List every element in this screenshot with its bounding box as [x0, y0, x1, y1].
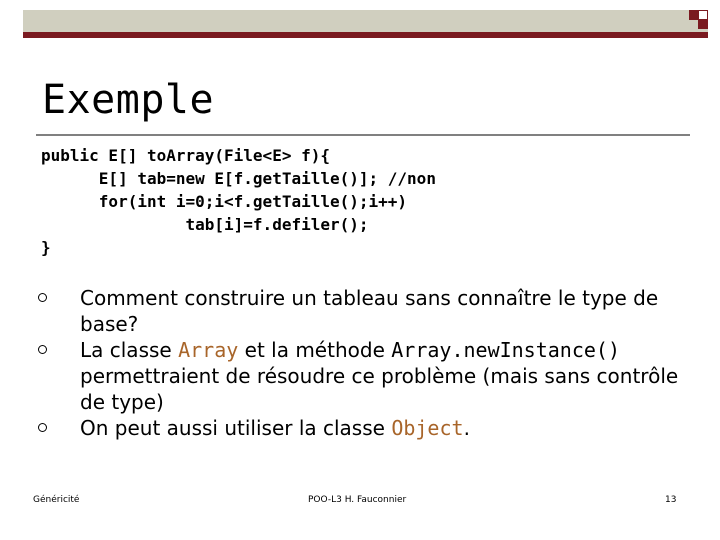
code-line: E[] tab=new E[f.getTaille()]; //non: [41, 169, 436, 188]
bullet-text: .: [463, 416, 470, 440]
footer-topic: Généricité: [33, 495, 80, 505]
code-term-array: Array: [178, 338, 239, 362]
code-term-object: Object: [391, 416, 464, 440]
top-bar-light-band: [23, 10, 708, 32]
code-term-newinstance: Array.newInstance(): [391, 338, 621, 362]
code-line: }: [41, 238, 51, 257]
footer-course: POO-L3 H. Fauconnier: [308, 495, 407, 505]
top-bar-dark-band: [23, 32, 708, 38]
slide-title: Exemple: [42, 77, 215, 123]
bullet-circle-icon: [38, 293, 47, 302]
title-divider: [36, 134, 690, 136]
bullet-list: [38, 285, 698, 441]
bullet-item: [38, 285, 698, 337]
code-line: tab[i]=f.defiler();: [41, 215, 369, 234]
decor-square-filled-2: [698, 19, 708, 29]
bullet-item: [38, 415, 698, 441]
footer-page-number: 13: [665, 495, 677, 505]
bullet-text: La classe: [80, 338, 179, 362]
bullet-text: On peut aussi utiliser la classe: [80, 416, 392, 440]
bullet-text: permettraient de résoudre ce problème (mais sans contrôle de type): [80, 364, 679, 414]
bullet-text: et la méthode: [238, 338, 392, 362]
code-block: [41, 144, 436, 259]
bullet-circle-icon: [38, 345, 47, 354]
code-line: public E[] toArray(File<E> f){: [41, 146, 330, 165]
code-line: for(int i=0;i<f.getTaille();i++): [41, 192, 408, 211]
bullet-text: Comment construire un tableau sans connaître le type de base?: [80, 286, 659, 336]
bullet-circle-icon: [38, 423, 47, 432]
bullet-item: [38, 337, 698, 415]
top-decorative-bar: [23, 10, 708, 38]
